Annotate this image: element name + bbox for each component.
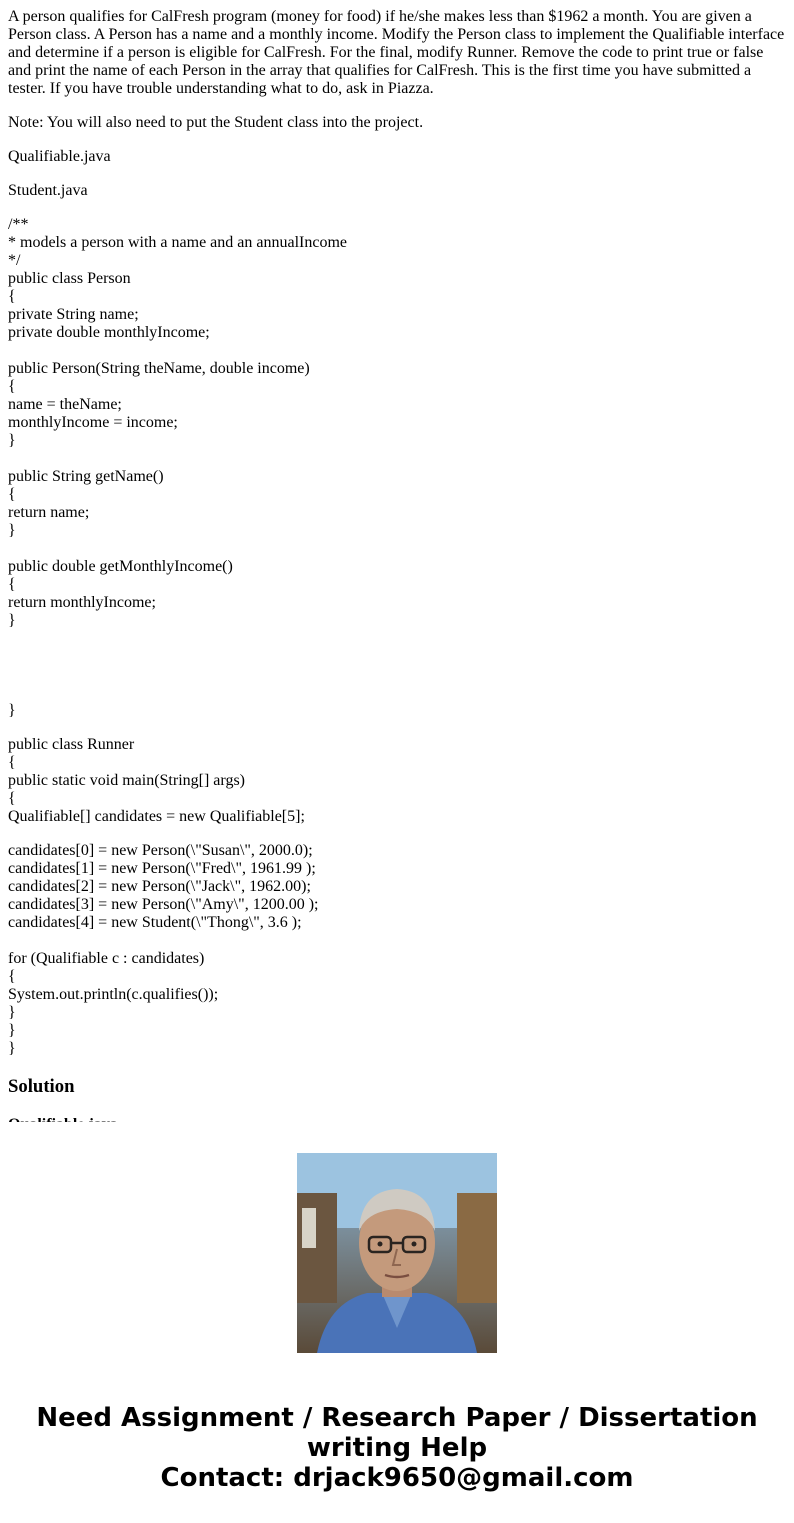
promo-line-2: writing Help	[306, 1433, 488, 1463]
runner-class-body: candidates[0] = new Person(\"Susan\", 2000.0); candidates[1] = new Person(\"Fred\", 1961.99 ); candidates[2] = new Person(\"Jack\", 1962.00); candidates[3] = new Person(\"Amy\", 1200.00 ); candidates[4] = new Student(\"Thong\", 3.6 ); for (Qualifiable c : candidates) { System.out.println(c.qualifies()); } } }	[8, 842, 319, 1057]
solution-heading: Solution	[8, 1076, 75, 1097]
file-name-qualifiable: Qualifiable.java	[8, 148, 111, 165]
file-name-student: Student.java	[8, 182, 88, 199]
person-photo-icon	[297, 1153, 497, 1353]
promo-text	[0, 1403, 794, 1493]
promo-banner	[0, 1122, 794, 1523]
promo-line-1: Need Assignment / Research Paper / Dissertation	[36, 1403, 758, 1433]
runner-class-head: public class Runner { public static void main(String[] args) { Qualifiable[] candidates = new Qualifiable[5];	[8, 736, 305, 825]
promo-contact: Contact: drjack9650@gmail.com	[160, 1463, 634, 1493]
question-note: Note: You will also need to put the Student class into the project.	[8, 114, 424, 131]
question-intro: A person qualifies for CalFresh program (money for food) if he/she makes less than $1962 a month. You are given a Person class. A Person has a name and a monthly income. Modify the Person class to implement the Qualifiable interface and determine if a person is eligible for CalFresh. For the final, modify Runner. Remove the code to print true or false and print the name of each Person in the array that qualifies for CalFresh. This is the first time you have submitted a tester. If you have trouble understanding what to do, ask in Piazza.	[8, 8, 785, 97]
person-class-code: /** * models a person with a name and an annualIncome */ public class Person { private String name; private double monthlyIncome; public Person(String theName, double income) { name = theName; monthlyIncome = income; } public String getName() { return name; } public double getMonthlyIncome() { return monthlyIncome; } }	[8, 216, 347, 719]
avatar	[297, 1153, 497, 1353]
